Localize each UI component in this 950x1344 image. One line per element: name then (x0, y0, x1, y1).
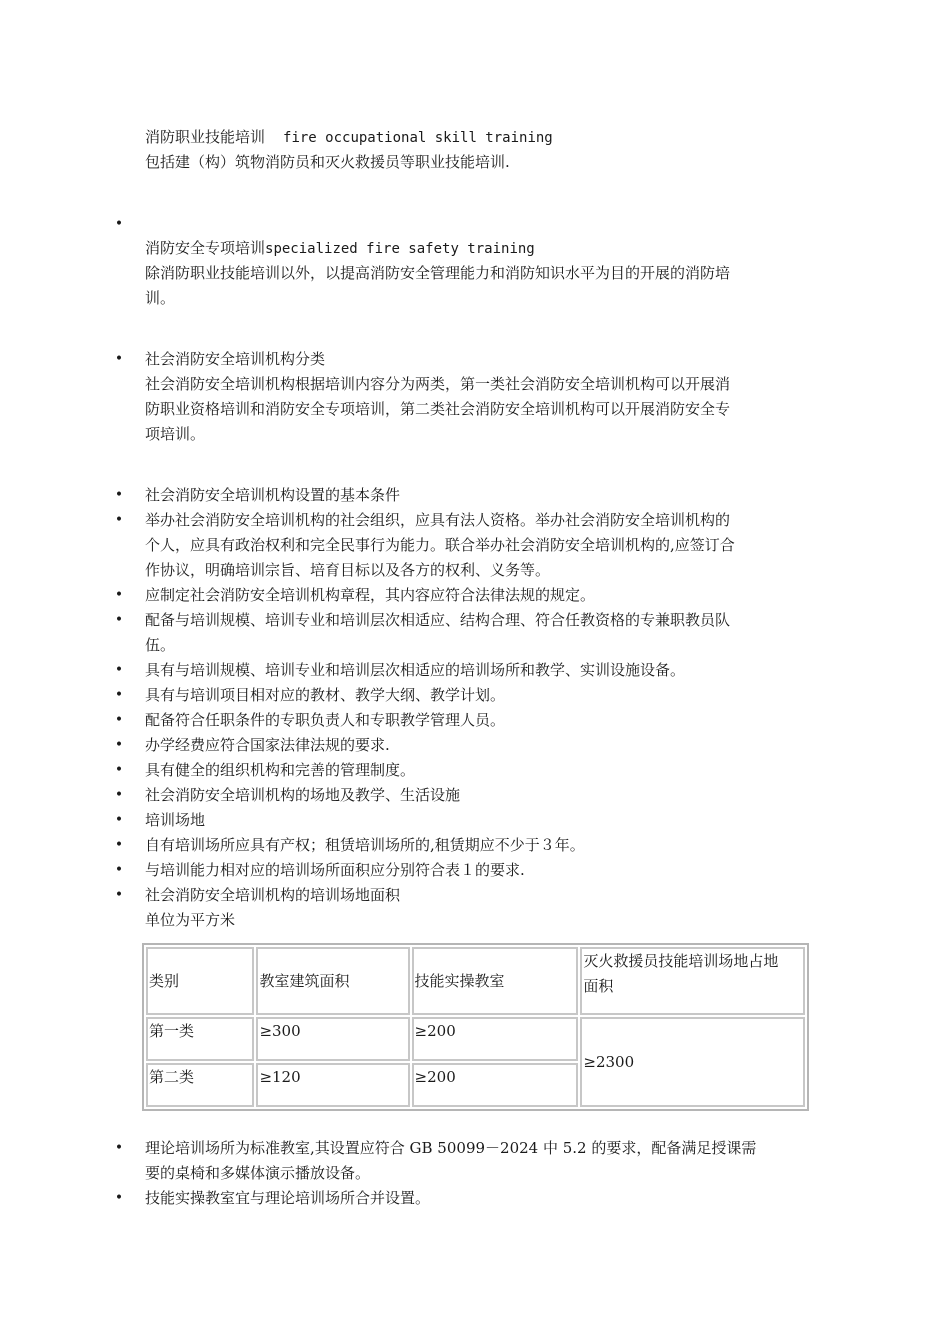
after-table-text-line: 要的桌椅和多媒体演示播放设备。 (145, 1164, 371, 1182)
condition-text-line: 办学经费应符合国家法律法规的要求. (145, 736, 390, 754)
occupational-desc: 包括建（构）筑物消防员和灭火救援员等职业技能培训. (145, 153, 510, 171)
table-cell: 第二类 (146, 1063, 254, 1107)
specialized-title-cn: 消防安全专项培训 (145, 239, 266, 257)
bullet-marker (114, 708, 124, 733)
occupational-section (145, 125, 810, 175)
condition-text-line: 具有健全的组织机构和完善的管理制度。 (145, 761, 416, 779)
table-header-text-line: 面积 (583, 977, 614, 995)
conditions-heading: 社会消防安全培训机构设置的基本条件 (145, 486, 401, 504)
after-table-text-line: 技能实操教室宜与理论培训场所合并设置。 (145, 1189, 431, 1207)
condition-text-line: 应制定社会消防安全培训机构章程，其内容应符合法律法规的规定。 (145, 586, 596, 604)
condition-text-line: 作协议，明确培训宗旨、培育目标以及各方的权利、义务等。 (145, 561, 551, 579)
training-area-table (142, 943, 809, 1111)
bullet-marker (114, 883, 124, 908)
condition-text-line: 配备与培训规模、培训专业和培训层次相适应、结构合理、符合任教资格的专兼职教员队 (145, 611, 731, 629)
table-cell: ≥300 (256, 1017, 409, 1061)
condition-text-line: 具有与培训规模、培训专业和培训层次相适应的培训场所和教学、实训设施设备。 (145, 661, 686, 679)
table-title: 社会消防安全培训机构的培训场地面积 (145, 886, 401, 904)
bullet-marker (114, 658, 124, 683)
facility-text-line: 自有培训场所应具有产权；租赁培训场所的,租赁期应不少于３年。 (145, 836, 585, 854)
bullet-marker (114, 833, 124, 858)
specialized-section (145, 236, 810, 311)
specialized-title (145, 236, 810, 261)
bullet-marker (114, 808, 124, 833)
bullet-marker (114, 508, 124, 533)
bullet-marker (114, 858, 124, 883)
bullet-marker (114, 1136, 124, 1161)
bullet-marker (114, 483, 124, 508)
occupational-title-en: fire occupational skill training (283, 130, 553, 146)
classification-desc-line: 项培训。 (145, 425, 206, 443)
bullet-marker (114, 608, 124, 633)
specialized-desc-line: 除消防职业技能培训以外，以提高消防安全管理能力和消防知识水平为目的开展的消防培 (145, 264, 731, 282)
bullet-marker (114, 783, 124, 808)
bullet-marker (114, 212, 124, 237)
specialized-title-en: specialized fire safety training (265, 241, 535, 257)
condition-text-line: 伍。 (145, 636, 176, 654)
bullet-marker (114, 1186, 124, 1211)
table-cell: ≥200 (412, 1017, 579, 1061)
table-cell: ≥120 (256, 1063, 409, 1107)
table-unit: 单位为平方米 (145, 911, 236, 929)
table-cell: 第一类 (146, 1017, 254, 1061)
facilities-heading: 社会消防安全培训机构的场地及教学、生活设施 (145, 786, 461, 804)
table-header-cell: 技能实操教室 (412, 947, 579, 1015)
table-cell: ≥2300 (580, 1017, 805, 1107)
occupational-title (145, 125, 810, 150)
condition-text-line: 具有与培训项目相对应的教材、教学大纲、教学计划。 (145, 686, 506, 704)
table-header-cell (580, 947, 805, 1015)
condition-text-line: 举办社会消防安全培训机构的社会组织，应具有法人资格。举办社会消防安全培训机构的 (145, 511, 731, 529)
facilities-subheading: 培训场地 (145, 811, 206, 829)
table-header-cell: 教室建筑面积 (256, 947, 409, 1015)
bullet-marker (114, 347, 124, 372)
specialized-desc-line: 训。 (145, 289, 176, 307)
bullet-marker (114, 683, 124, 708)
bullet-marker (114, 758, 124, 783)
facility-text-line: 与培训能力相对应的培训场所面积应分别符合表１的要求. (145, 861, 525, 879)
occupational-title-cn: 消防职业技能培训 (145, 128, 266, 146)
after-table-text-line: 理论培训场所为标准教室,其设置应符合 GB 50099－2024 中 5.2 的要求，配备满足授课需 (145, 1139, 757, 1157)
table-header-text-line: 灭火救援员技能培训场地占地 (583, 952, 779, 970)
condition-text-line: 配备符合任职条件的专职负责人和专职教学管理人员。 (145, 711, 506, 729)
classification-title: 社会消防安全培训机构分类 (145, 350, 326, 368)
table-cell: ≥200 (412, 1063, 579, 1107)
table-header-cell: 类别 (146, 947, 254, 1015)
table-row (146, 1017, 805, 1061)
condition-text-line: 个人，应具有政治权利和完全民事行为能力。联合举办社会消防安全培训机构的,应签订合 (145, 536, 735, 554)
table-header-row (146, 947, 805, 1015)
bullet-marker (114, 733, 124, 758)
bullet-marker (114, 583, 124, 608)
classification-desc-line: 社会消防安全培训机构根据培训内容分为两类，第一类社会消防安全培训机构可以开展消 (145, 375, 731, 393)
classification-desc-line: 防职业资格培训和消防安全专项培训，第二类社会消防安全培训机构可以开展消防安全专 (145, 400, 731, 418)
